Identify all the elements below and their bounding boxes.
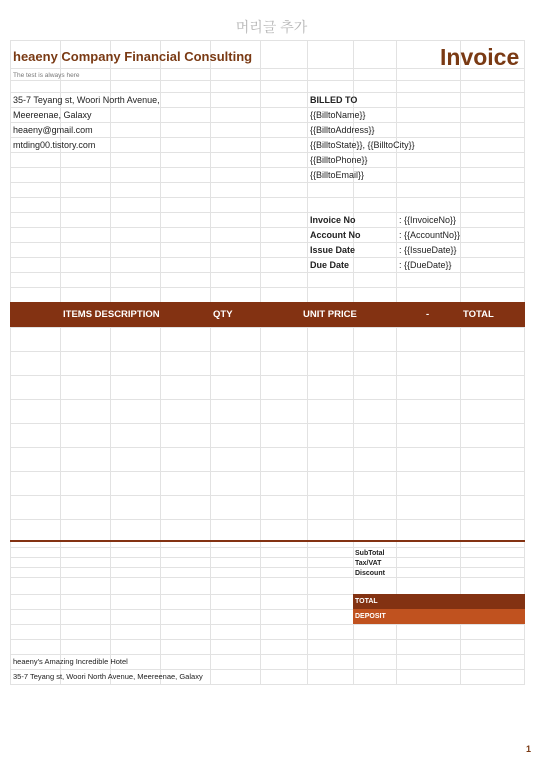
grid-row-line (10, 107, 525, 108)
tax-label: Tax/VAT (355, 560, 382, 567)
company-website: mtding00.tistory.com (13, 140, 96, 150)
grid-row-line (10, 557, 525, 558)
discount-label: Discount (355, 570, 385, 577)
grid-row-line (10, 547, 525, 548)
billto-state-city: {{BilltoState}}, {{BilltoCity}} (310, 140, 415, 150)
company-address-line1: 35-7 Teyang st, Woori North Avenue, (13, 95, 160, 105)
grid-row-line (10, 137, 525, 138)
footer-line1: heaeny's Amazing Incredible Hotel (13, 657, 128, 666)
company-email: heaeny@gmail.com (13, 125, 93, 135)
invoice-no-label: Invoice No (310, 215, 356, 225)
grid-row-line (10, 92, 525, 93)
grid-row-line (10, 351, 525, 352)
header-placeholder[interactable]: 머리글 추가 (235, 19, 308, 35)
grid-row-line (10, 654, 525, 655)
invoice-sheet (10, 40, 525, 685)
grid-row-line (10, 272, 525, 273)
grid-row-line (10, 287, 525, 288)
grid-row-line (10, 227, 525, 228)
grid-row-line (10, 242, 525, 243)
grid-row-line (10, 471, 525, 472)
grid-row-line (10, 152, 525, 153)
grid-row-line (10, 423, 525, 424)
dash-header: - (426, 309, 430, 320)
grid-row-line (10, 375, 525, 376)
grid-row-line (10, 577, 525, 578)
grid-row-line (10, 182, 525, 183)
unit-price-header: UNIT PRICE (303, 309, 357, 320)
grid-row-line (10, 167, 525, 168)
grid-row-line (10, 624, 525, 625)
issue-date-value: : {{IssueDate}} (399, 245, 457, 255)
items-header-bar (10, 302, 525, 327)
grid-row-line (10, 519, 525, 520)
billto-email: {{BilltoEmail}} (310, 170, 365, 180)
billto-name: {{BilltoName}} (310, 110, 366, 120)
subtotal-label: SubTotal (355, 550, 385, 557)
grid-row-line (10, 80, 525, 81)
items-bottom-rule (10, 540, 525, 542)
company-tagline: The test is always here (13, 72, 80, 79)
grid-row-line (10, 197, 525, 198)
invoice-title: Invoice (440, 44, 520, 70)
billto-phone: {{BilltoPhone}} (310, 155, 368, 165)
items-description-header: ITEMS DESCRIPTION (63, 309, 160, 320)
qty-header: QTY (213, 309, 233, 320)
footer-line2: 35-7 Teyang st, Woori North Avenue, Meereenae, Galaxy (13, 672, 203, 681)
due-date-label: Due Date (310, 260, 350, 270)
issue-date-label: Issue Date (310, 245, 356, 255)
grid-row-line (10, 684, 525, 685)
total-header: TOTAL (463, 309, 494, 320)
grid-row-line (10, 639, 525, 640)
due-date-value: : {{DueDate}} (399, 260, 452, 270)
grid-row-line (10, 122, 525, 123)
company-address-line2: Meereenae, Galaxy (13, 110, 92, 120)
account-no-label: Account No (310, 230, 361, 240)
total-label: TOTAL (355, 598, 378, 605)
grid-row-line (10, 212, 525, 213)
page-number: 1 (525, 744, 531, 754)
total-row-fill (353, 594, 525, 609)
grid-row-line (10, 669, 525, 670)
grid-row-line (10, 567, 525, 568)
grid-row-line (10, 399, 525, 400)
account-no-value: : {{AccountNo}} (399, 230, 461, 240)
deposit-label: DEPOSIT (355, 613, 386, 620)
invoice-no-value: : {{InvoiceNo}} (399, 215, 457, 225)
grid-row-line (10, 40, 525, 41)
company-name: heaeny Company Financial Consulting (13, 49, 253, 64)
grid-row-line (10, 327, 525, 328)
billto-address: {{BilltoAddress}} (310, 125, 375, 135)
billed-to-heading: BILLED TO (310, 95, 358, 105)
grid-row-line (10, 257, 525, 258)
grid-row-line (10, 495, 525, 496)
grid-row-line (10, 447, 525, 448)
